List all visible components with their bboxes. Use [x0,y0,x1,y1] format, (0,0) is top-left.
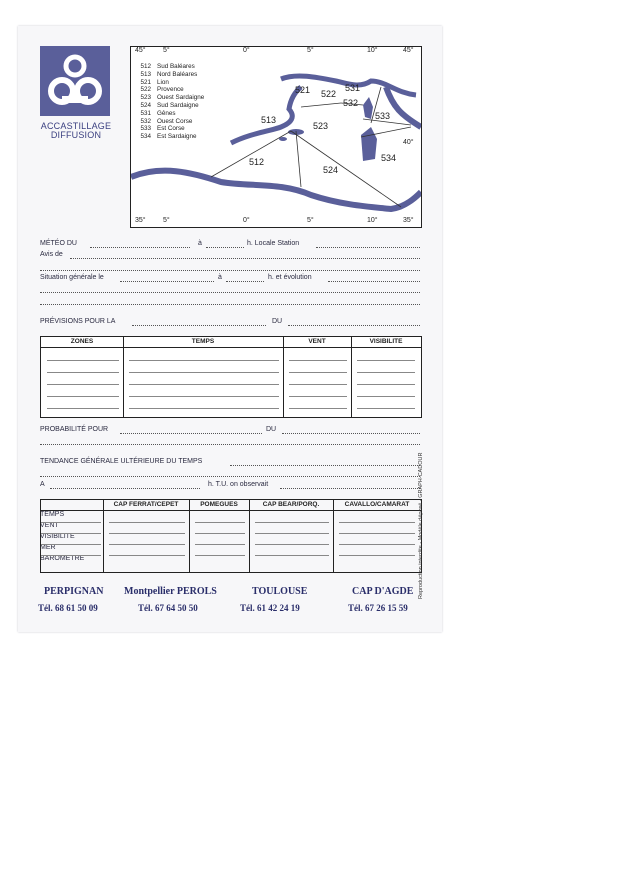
meteo-du-label: MÉTÉO DU [40,240,77,247]
a-label: à [198,240,202,247]
anchor-logo-icon [40,46,110,116]
legend-label: Sud Sardaigne [157,101,199,109]
map-tick-side: 40° [403,139,414,146]
table-row[interactable] [289,408,347,409]
map-tick-top: 45° [403,47,414,54]
legend-code: 523 [140,94,151,102]
office-city-cap-dagde: CAP D'AGDE [352,586,414,597]
table-row [41,533,101,534]
column-divider [283,337,284,417]
legend-label: Ouest Corse [157,117,193,125]
probabilite-field[interactable] [120,433,262,434]
situation-label: Situation générale le [40,274,104,281]
office-phone-perpignan: Tél. 68 61 50 09 [38,603,98,613]
map-tick-bottom: 35° [135,217,146,224]
col-header-pomegues: POMEGUES [189,500,249,511]
row-label-vent: VENT [40,522,59,529]
map-tick-top: 0° [243,47,250,54]
zone-label-531: 531 [345,83,361,93]
zone-label-521: 521 [295,85,311,95]
h-tu-label: h. T.U. on observait [208,481,269,488]
table-row[interactable] [255,555,329,556]
avis-field[interactable] [70,258,420,259]
table-row[interactable] [129,384,279,385]
table-row[interactable] [109,522,185,523]
office-city-perpignan: PERPIGNAN [44,586,104,597]
situation-line[interactable] [40,304,420,305]
table-row[interactable] [357,396,415,397]
legend-label: Lion [157,78,169,86]
map-tick-bottom: 5° [307,217,314,224]
table-row[interactable] [255,544,329,545]
observation-field[interactable] [280,488,420,489]
table-row [41,555,101,556]
table-row[interactable] [109,533,185,534]
table-row[interactable] [47,396,119,397]
sea-zones-map [130,46,422,228]
forecast-table [40,336,422,418]
zone-label-513: 513 [261,115,277,125]
office-phone-montpellier: Tél. 67 64 50 50 [138,603,198,613]
previsions-du-field[interactable] [288,325,420,326]
legend-code: 533 [140,125,151,133]
column-divider [351,337,352,417]
anchor-logo [40,46,110,116]
row-label-temps: TEMPS [40,511,65,518]
table-row[interactable] [129,360,279,361]
probabilite-line[interactable] [40,444,420,445]
map-tick-bottom: 10° [367,217,378,224]
legend-item [137,125,204,133]
map-tick-bottom: 0° [243,217,250,224]
col-header-cavallo: CAVALLO/CAMARAT [333,500,421,511]
table-row[interactable] [109,555,185,556]
table-row[interactable] [195,533,245,534]
legend-item [137,71,204,79]
copyright-side-note [416,386,426,606]
table-row[interactable] [255,522,329,523]
legend-code: 512 [140,63,151,70]
table-row[interactable] [357,408,415,409]
map-tick-top: 10° [367,47,378,54]
table-row[interactable] [47,372,119,373]
col-header-cap-bear: CAP BEAR/PORQ. [249,500,333,511]
table-row[interactable] [289,396,347,397]
col-header-vent: VENT [283,337,351,348]
situation-date-field[interactable] [120,281,214,282]
table-row[interactable] [357,360,415,361]
legend-item [137,133,204,141]
table-row[interactable] [289,372,347,373]
brand-name [36,122,116,140]
column-divider [249,500,250,572]
legend-code: 513 [140,70,151,78]
table-row[interactable] [289,384,347,385]
avis-field-line[interactable] [40,270,420,271]
map-tick-bottom: 35° [403,217,414,224]
row-label-barometre: BAROMETRE [40,555,85,562]
zone-label-522: 522 [321,89,337,99]
row-label-visibilite: VISIBILITE [40,533,75,540]
legend-item [137,118,204,126]
table-row[interactable] [109,544,185,545]
zone-label-524: 524 [323,165,339,175]
legend-code: 531 [140,109,151,117]
situation-line[interactable] [40,292,420,293]
observation-hour-field[interactable] [50,488,200,489]
h-locale-label: h. Locale Station [247,240,300,247]
probabilite-du-field[interactable] [282,433,420,434]
office-phone-toulouse: Tél. 61 42 24 19 [240,603,300,613]
zone-label-532: 532 [343,98,359,108]
table-row[interactable] [339,522,415,523]
previsions-field[interactable] [132,325,266,326]
zone-label-512: 512 [249,157,265,167]
legend-label: Nord Baléares [157,70,198,78]
zone-label-534: 534 [381,153,397,163]
map-tick-top: 5° [307,47,314,54]
legend-code: 522 [140,86,151,94]
situation-hour-field[interactable] [226,281,264,282]
station-table [40,499,422,573]
column-divider [103,500,104,572]
corner-cell [41,500,103,511]
table-row [41,522,101,523]
table-row[interactable] [339,555,415,556]
table-row[interactable] [357,384,415,385]
legend-label: Ouest Sardaigne [157,94,205,102]
table-row[interactable] [339,544,415,545]
legend-item [137,110,204,118]
du-label: DU [272,318,283,325]
table-row[interactable] [339,533,415,534]
zone-label-523: 523 [313,121,329,131]
legend-item [137,102,204,110]
column-divider [333,500,334,572]
table-row[interactable] [129,408,279,409]
tendance-line[interactable] [40,476,420,477]
table-row[interactable] [195,544,245,545]
map-tick-top: 45° [135,47,146,54]
tendance-label: TENDANCE GÉNÉRALE ULTÉRIEURE DU TEMPS [40,458,203,465]
brand-line2: DIFFUSION [50,130,102,140]
legend-code: 521 [140,78,151,86]
table-row[interactable] [47,384,119,385]
table-row[interactable] [357,372,415,373]
a-label: à [218,274,222,281]
col-header-temps: TEMPS [123,337,283,348]
legend-label: Provence [157,86,184,94]
office-city-toulouse: TOULOUSE [252,586,308,597]
legend-code: 534 [140,133,151,141]
col-header-visibilite: VISIBILITE [351,337,421,348]
legend-item [137,86,204,94]
brand-line1: ACCASTILLAGE [40,121,112,131]
map-tick-bottom: 5° [163,217,170,224]
legend-item [137,94,204,102]
table-row[interactable] [47,408,119,409]
h-evolution-label: h. et évolution [268,274,312,281]
table-row[interactable] [129,372,279,373]
avis-de-label: Avis de [40,251,63,258]
meteo-date-field[interactable] [90,247,190,248]
table-row[interactable] [47,360,119,361]
table-row [41,544,101,545]
legend-item [137,63,204,71]
row-label-mer: MER [40,544,56,551]
column-divider [123,337,124,417]
zone-label-533: 533 [375,111,391,121]
previsions-label: PRÉVISIONS POUR LA [40,318,116,325]
legend-label: Est Corse [157,125,185,133]
legend-code: 524 [140,101,151,109]
probabilite-label: PROBABILITÉ POUR [40,426,109,433]
copyright-text: Reproduction interdite - Modèle déposé - GRAPH-CADOUR [418,452,424,599]
table-row[interactable] [195,555,245,556]
table-row[interactable] [195,522,245,523]
map-tick-top: 5° [163,47,170,54]
table-row[interactable] [255,533,329,534]
meteo-hour-field[interactable] [206,247,244,248]
col-header-zones: ZONES [41,337,123,348]
station-field[interactable] [316,247,420,248]
legend-label: Sud Baléares [157,63,195,70]
office-city-montpellier: Montpellier PEROLS [124,586,217,597]
office-phone-cap-dagde: Tél. 67 26 15 59 [348,603,408,613]
evolution-field[interactable] [328,281,420,282]
a-label-upper: A [40,481,45,488]
legend-label: Gênes [157,109,176,117]
col-header-cap-ferrat: CAP FERRAT/CEPET [103,500,189,511]
table-row[interactable] [289,360,347,361]
legend-code: 532 [140,117,151,125]
table-row[interactable] [129,396,279,397]
column-divider [189,500,190,572]
legend-item [137,79,204,87]
zone-legend [137,63,204,141]
legend-label: Est Sardaigne [157,133,197,141]
du-label: DU [266,426,277,433]
tendance-field[interactable] [230,465,420,466]
weather-form-sheet [18,26,442,632]
